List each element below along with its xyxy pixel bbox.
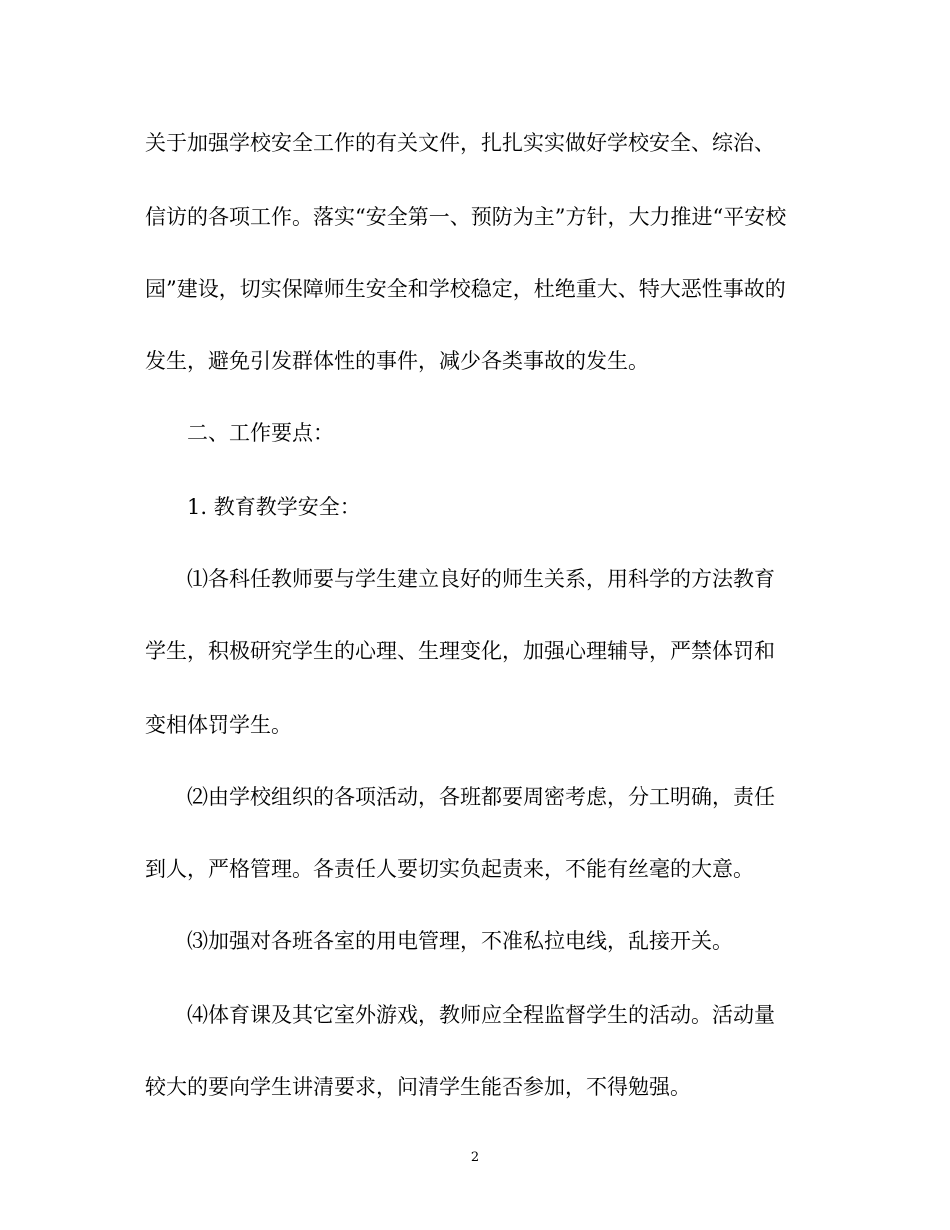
text-line-content: ⑷体育课及其它室外游戏，教师应全程监督学生的活动。活动量 [187,1003,775,1027]
text-line-content: 信访的各项工作。落实“安全第一、预防为主”方针，大力推进“平安校 [145,205,787,229]
text-line-content: 较大的要向学生讲清要求，问清学生能否参加，不得勉强。 [145,1075,691,1099]
section-heading-text: 二、工作要点： [187,421,334,445]
text-line-content: ⑶加强对各班各室的用电管理，不准私拉电线，乱接开关。 [187,929,733,953]
text-line-content: ⑵由学校组织的各项活动，各班都要周密考虑，分工明确，责任 [187,785,775,809]
text-line-content: 学生，积极研究学生的心理、生理变化，加强心理辅导，严禁体罚和 [145,639,775,663]
text-line-content: 关于加强学校安全工作的有关文件，扎扎实实做好学校安全、综治、 [145,131,775,155]
text-line-content: 到人，严格管理。各责任人要切实负起责来，不能有丝毫的大意。 [145,857,754,881]
text-line-content: 园”建设，切实保障师生安全和学校稳定，杜绝重大、特大恶性事故的 [145,277,786,301]
text-line-content: 变相体罚学生。 [145,713,292,737]
text-line-content: ⑴各科任教师要与学生建立良好的师生关系，用科学的方法教育 [187,567,775,591]
text-line-content: 发生，避免引发群体性的事件，减少各类事故的发生。 [145,349,649,373]
subsection-heading-text: 1. 教育教学安全： [187,495,361,519]
page-number: 2 [470,1150,480,1165]
